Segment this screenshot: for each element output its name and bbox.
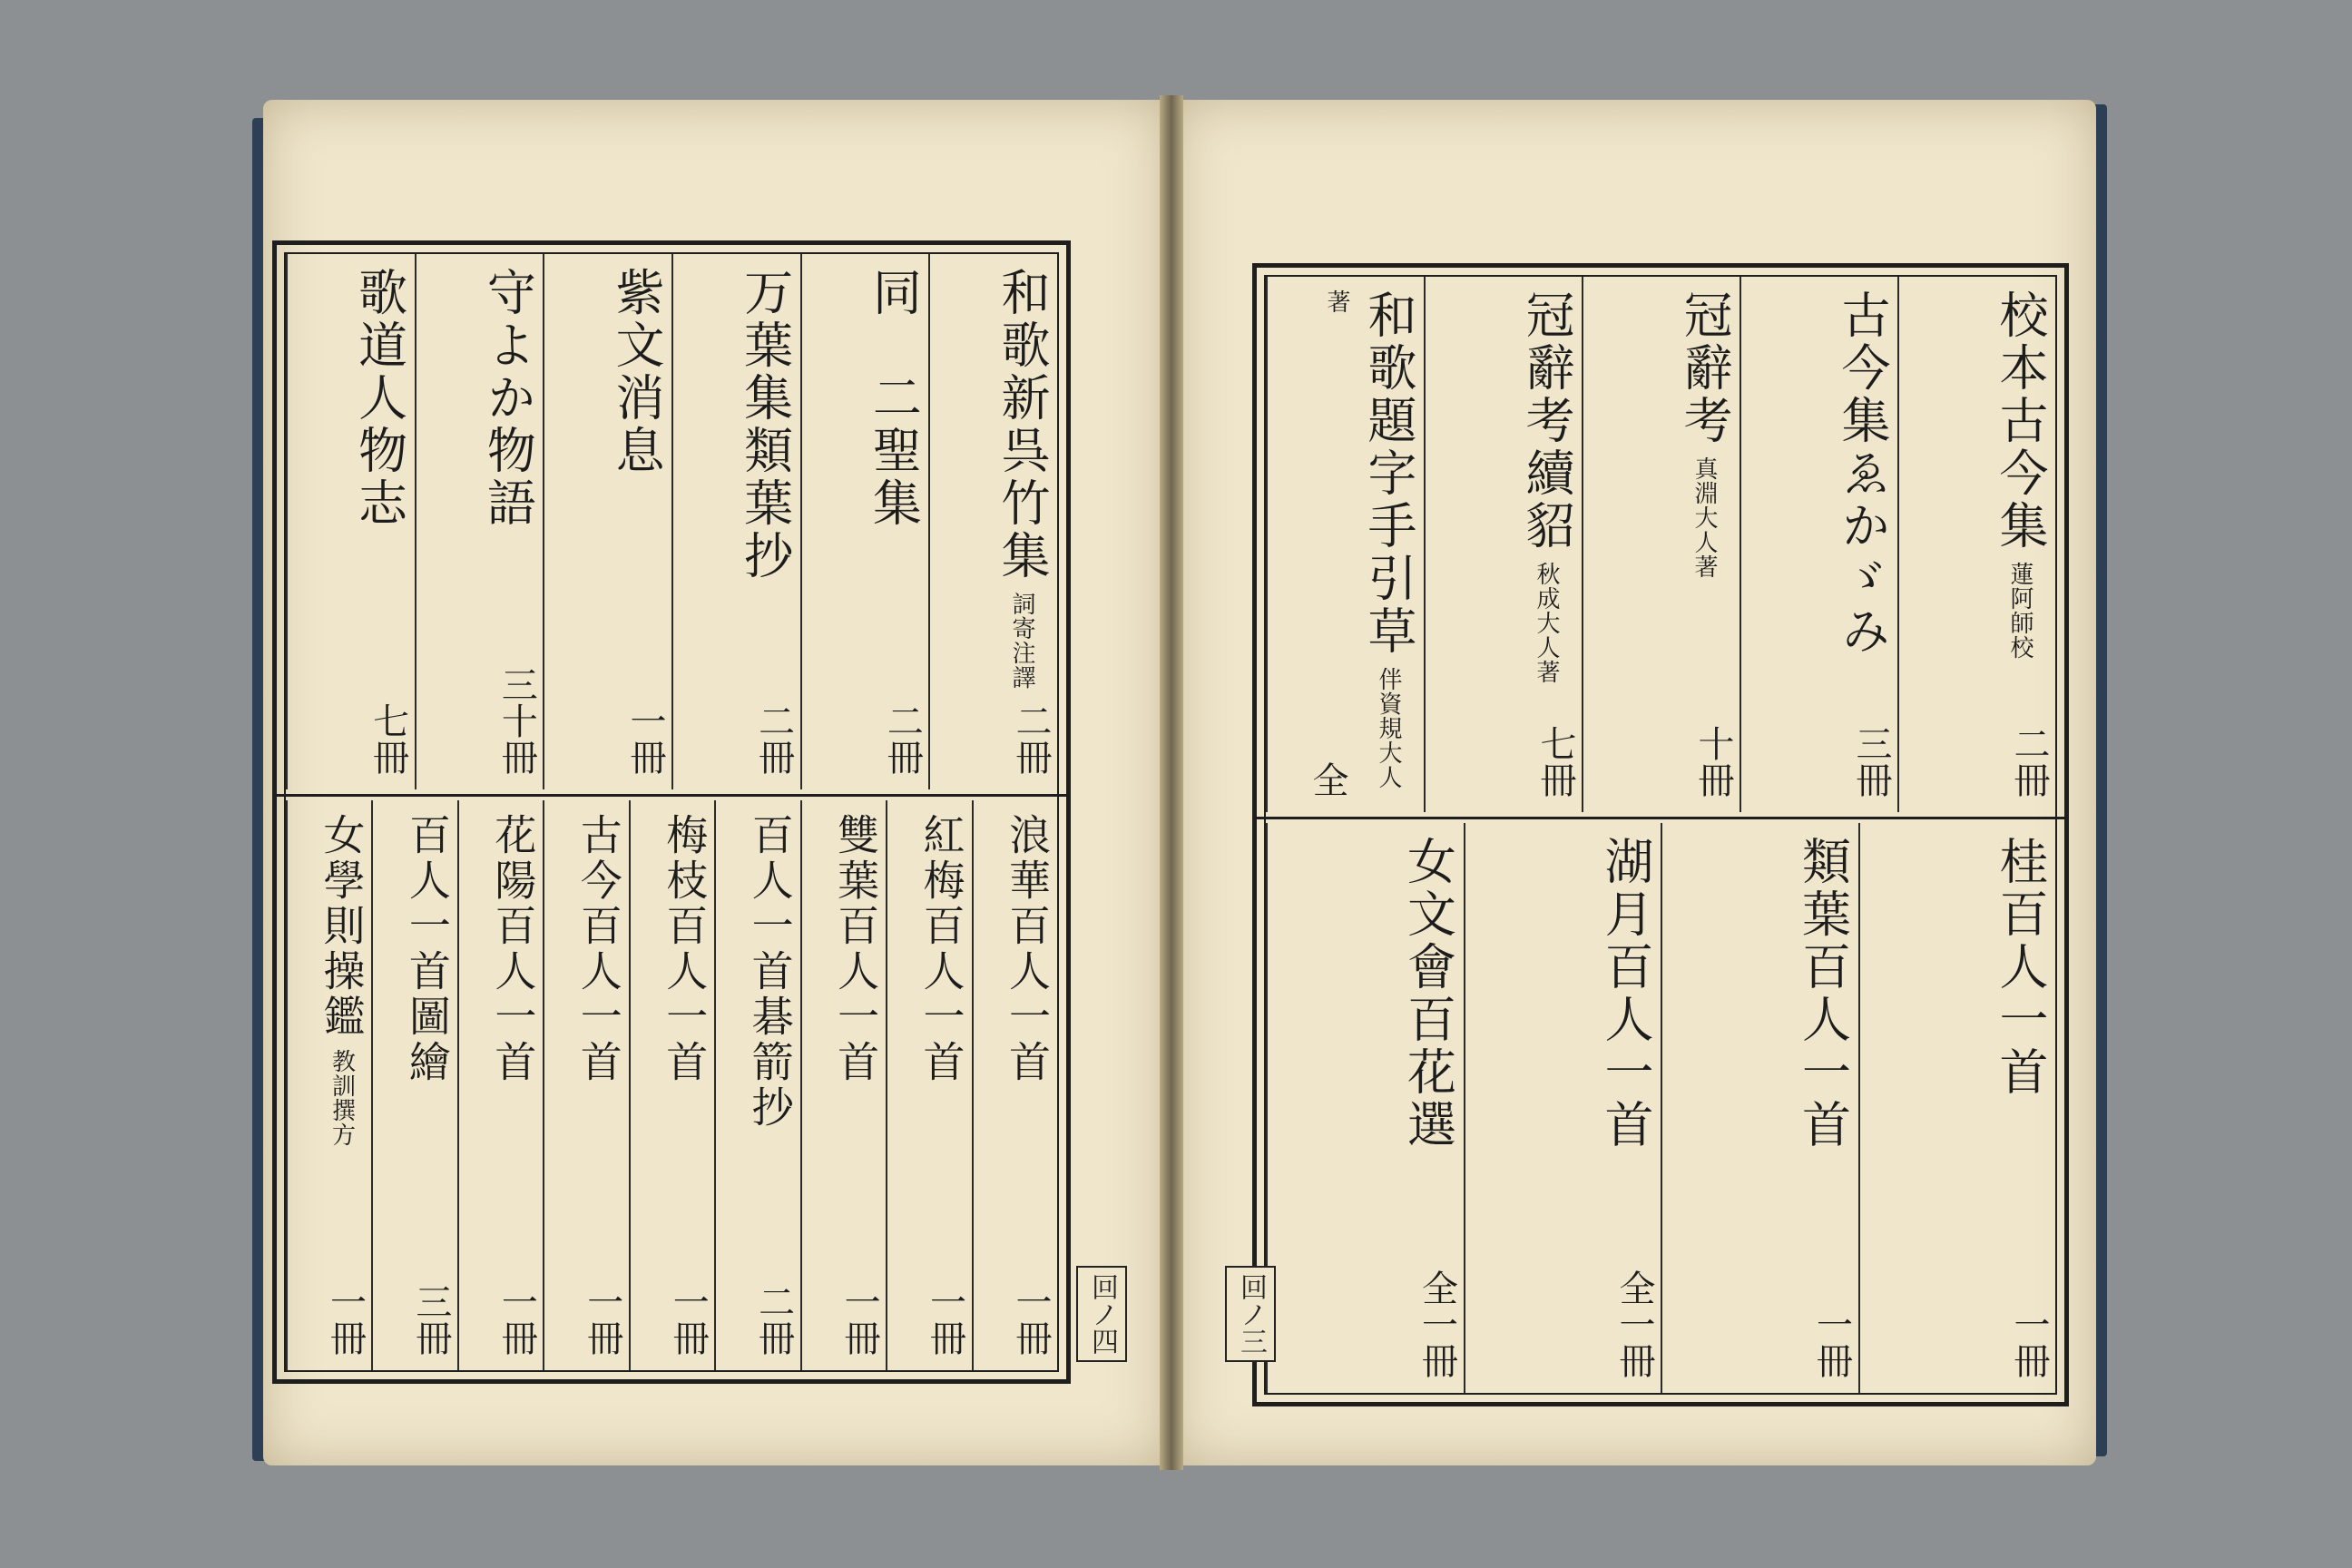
entry-note: 伴資規大人著 bbox=[1323, 289, 1402, 789]
entry-volume-count: 一冊 bbox=[495, 1283, 538, 1356]
entry-volume-count: 一冊 bbox=[2008, 1306, 2050, 1378]
entry-title: 同 二聖集 bbox=[865, 267, 923, 530]
entry-title: 紫文消息 bbox=[607, 267, 665, 477]
entry-volume-count: 二冊 bbox=[1009, 702, 1052, 775]
entry-title: 万葉集類葉抄 bbox=[736, 267, 794, 583]
right-upper-block bbox=[1266, 277, 2055, 812]
catalog-entry bbox=[543, 254, 671, 789]
catalog-entry bbox=[415, 254, 544, 789]
catalog-entry bbox=[928, 254, 1057, 789]
book-gutter bbox=[1160, 95, 1183, 1470]
entry-volume-count: 二冊 bbox=[752, 702, 795, 775]
entry-title: 桂百人一首 bbox=[1992, 836, 2049, 1099]
entry-volume-count: 一冊 bbox=[1810, 1306, 1853, 1378]
catalog-entry bbox=[800, 800, 886, 1370]
catalog-entry bbox=[1740, 277, 1897, 812]
entry-note: 詞寄注譯 bbox=[1007, 592, 1035, 690]
right-folio-tab: 回ノ三 bbox=[1225, 1266, 1276, 1362]
entry-title: 梅枝百人一首 bbox=[660, 813, 710, 1085]
catalog-entry bbox=[1266, 277, 1424, 812]
right-catalog-frame bbox=[1252, 263, 2069, 1406]
left-row-divider bbox=[277, 794, 1066, 797]
entry-volume-count: 一冊 bbox=[838, 1283, 881, 1356]
entry-volume-count: 全一冊 bbox=[1416, 1269, 1458, 1378]
catalog-entry bbox=[629, 800, 714, 1370]
entry-title: 守よか物語 bbox=[479, 267, 537, 530]
entry-title: 類葉百人一首 bbox=[1794, 836, 1852, 1152]
catalog-entry bbox=[1424, 277, 1582, 812]
entry-volume-count: 全 bbox=[1307, 761, 1348, 798]
entry-volume-count: 三十冊 bbox=[495, 666, 538, 775]
entry-volume-count: 一冊 bbox=[1009, 1283, 1052, 1356]
entry-volume-count: 七冊 bbox=[367, 702, 409, 775]
entry-note: 蓮阿師校 bbox=[2006, 562, 2034, 660]
catalog-entry bbox=[286, 800, 371, 1370]
entry-title: 浪華百人一首 bbox=[1002, 813, 1052, 1085]
entry-volume-count: 二冊 bbox=[752, 1283, 795, 1356]
entry-title: 和歌題字手引草 bbox=[1360, 289, 1417, 658]
left-catalog-frame bbox=[272, 240, 1071, 1384]
entry-title: 女文會百花選 bbox=[1399, 836, 1457, 1152]
entry-title: 歌道人物志 bbox=[350, 267, 408, 530]
entry-note: 秋成大人著 bbox=[1533, 562, 1560, 684]
catalog-entry bbox=[543, 800, 628, 1370]
entry-title: 冠辭考續貂 bbox=[1518, 289, 1575, 553]
entry-volume-count: 一冊 bbox=[623, 702, 666, 775]
entry-title: 百人一首碁箭抄 bbox=[745, 813, 795, 1131]
entry-title: 湖月百人一首 bbox=[1597, 836, 1654, 1152]
catalog-entry bbox=[371, 800, 456, 1370]
catalog-entry bbox=[886, 800, 971, 1370]
right-lower-block bbox=[1266, 823, 2055, 1393]
entry-volume-count: 一冊 bbox=[581, 1283, 623, 1356]
left-upper-block bbox=[286, 254, 1057, 789]
entry-title: 女學則操鑑 bbox=[317, 813, 367, 1040]
entry-title: 和歌新呉竹集 bbox=[993, 267, 1051, 583]
entry-note: 教訓撰方 bbox=[328, 1049, 356, 1147]
catalog-entry bbox=[1661, 823, 1858, 1393]
entry-volume-count: 一冊 bbox=[924, 1283, 966, 1356]
entry-title: 古今集ゑかゞみ bbox=[1834, 289, 1891, 658]
catalog-entry bbox=[1858, 823, 2056, 1393]
entry-volume-count: 三冊 bbox=[409, 1283, 452, 1356]
entry-note: 真淵大人著 bbox=[1690, 456, 1718, 579]
left-lower-block bbox=[286, 800, 1057, 1370]
entry-title: 花陽百人一首 bbox=[488, 813, 538, 1085]
catalog-entry bbox=[457, 800, 543, 1370]
right-row-divider bbox=[1257, 817, 2064, 819]
entry-title: 紅梅百人一首 bbox=[916, 813, 966, 1085]
entry-volume-count: 七冊 bbox=[1534, 725, 1576, 798]
entry-title: 校本古今集 bbox=[1992, 289, 2049, 553]
catalog-entry bbox=[972, 800, 1057, 1370]
catalog-entry bbox=[800, 254, 929, 789]
catalog-entry bbox=[714, 800, 799, 1370]
catalog-entry bbox=[1266, 823, 1464, 1393]
catalog-entry bbox=[671, 254, 800, 789]
entry-volume-count: 二冊 bbox=[881, 702, 924, 775]
entry-volume-count: 二冊 bbox=[2008, 725, 2050, 798]
entry-volume-count: 全一冊 bbox=[1613, 1269, 1655, 1378]
entry-volume-count: 十冊 bbox=[1692, 725, 1734, 798]
entry-volume-count: 一冊 bbox=[667, 1283, 710, 1356]
entry-title: 古今百人一首 bbox=[573, 813, 623, 1085]
entry-title: 百人一首圖繪 bbox=[402, 813, 452, 1085]
entry-volume-count: 一冊 bbox=[324, 1283, 367, 1356]
entry-title: 冠辭考 bbox=[1676, 289, 1733, 447]
catalog-entry bbox=[1582, 277, 1740, 812]
entry-title: 雙葉百人一首 bbox=[831, 813, 881, 1085]
catalog-entry bbox=[286, 254, 415, 789]
catalog-entry bbox=[1464, 823, 1661, 1393]
catalog-entry bbox=[1897, 277, 2055, 812]
left-folio-tab: 回ノ四 bbox=[1076, 1266, 1127, 1362]
entry-volume-count: 三冊 bbox=[1850, 725, 1892, 798]
